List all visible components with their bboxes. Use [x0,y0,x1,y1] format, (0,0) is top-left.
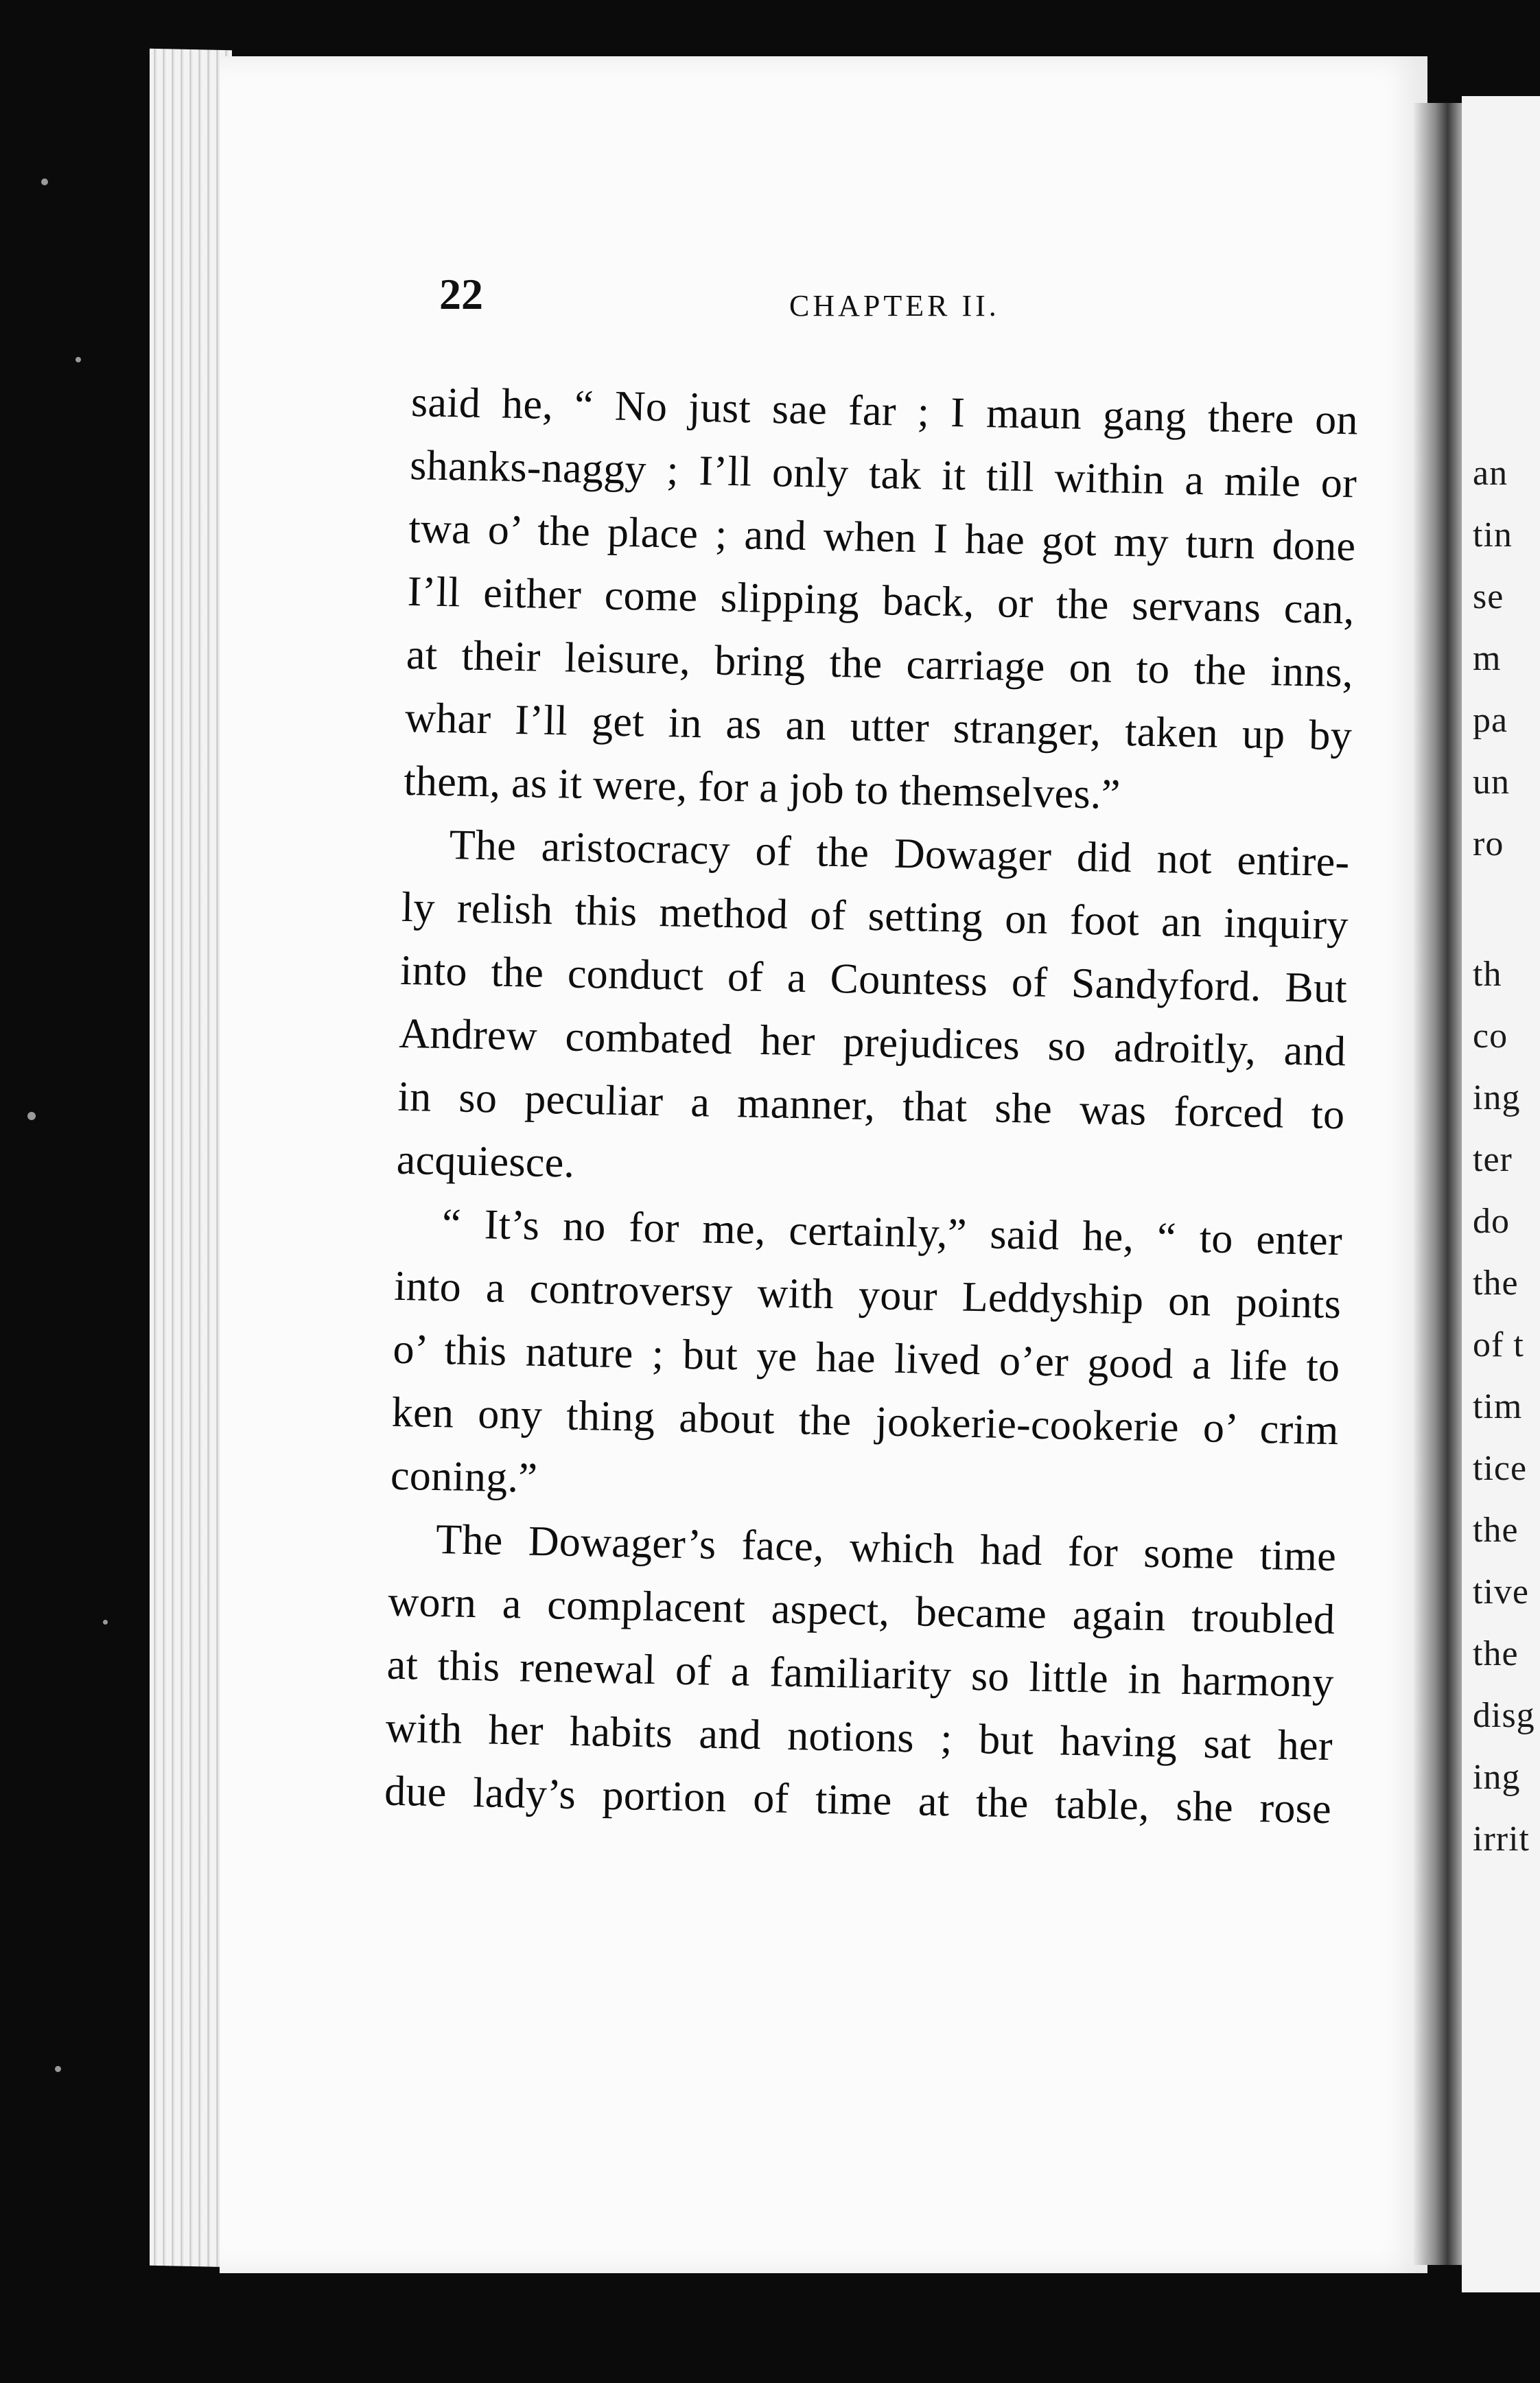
next-page-fragment: co [1473,1016,1508,1056]
next-page-fragment: se [1473,577,1504,616]
text-line: worn a complacent aspect, became again troubled [387,1578,1335,1644]
next-page-fragment: the [1473,1511,1519,1550]
text-line: The Dowager’s face, which had for some time [435,1515,1337,1581]
text-line: with her habits and notions ; but having sat her [385,1704,1333,1770]
text-line: Andrew combated her prejudices so adroitly, and [398,1010,1346,1076]
next-page-fragment: irrit [1473,1820,1530,1859]
next-page-fragment: disg [1473,1696,1535,1735]
next-page-fragment: an [1473,454,1508,493]
next-page-fragment: un [1473,763,1510,802]
text-line: into the conduct of a Countess of Sandyford. But [399,946,1348,1012]
next-page-fragment: the [1473,1634,1519,1673]
next-page-fragment: of t [1473,1325,1524,1364]
next-page-fragment: tim [1473,1387,1523,1426]
scan-speck [55,2066,61,2072]
next-page-fragment: tive [1473,1572,1529,1612]
text-line: them, as it were, for a job to themselves.” [403,757,1121,818]
text-line: I’ll either come slipping back, or the servans can, [407,568,1355,633]
next-page-fragment: ing [1473,1758,1521,1797]
next-page-fragment: ro [1473,824,1504,863]
text-line: in so peculiar a manner, that she was forced to [397,1073,1346,1139]
next-page-fragment: m [1473,639,1502,678]
text-line: at their leisure, bring the carriage on to the inns, [406,631,1354,697]
text-line: The aristocracy of the Dowager did not entire- [449,822,1351,886]
scan-speck [27,1112,36,1120]
scan-speck [41,178,48,185]
next-page-edge [1462,96,1540,2292]
text-line: said he, “ No just sae far ; I maun gang there on [410,378,1359,444]
next-page-fragment: tin [1473,515,1513,555]
text-line: at this renewal of a familiarity so little in harmony [386,1641,1335,1707]
page-text [384,371,1358,1841]
running-head: CHAPTER II. [789,289,1000,323]
next-page-fragment: do [1473,1202,1510,1241]
text-line: ly relish this method of setting on foot an inquiry [401,883,1349,949]
next-page-fragment: pa [1473,701,1508,740]
text-line: into a controversy with your Leddyship on points [393,1262,1342,1328]
scan-speck [103,1620,108,1625]
text-line: “ It’s no for me, certainly,” said he, “ to enter [441,1200,1343,1265]
text-line: acquiesce. [396,1136,575,1187]
text-line: due lady’s portion of time at the table, she rose [384,1767,1332,1833]
text-line: whar I’ll get in as an utter stranger, taken up by [404,694,1353,760]
text-line: shanks-naggy ; I’ll only tak it till within a mile or [409,441,1357,507]
next-page-fragment: ing [1473,1078,1521,1117]
text-line: ken ony thing about the jookerie-cookerie o’ crim [391,1388,1340,1454]
text-line: o’ this nature ; but ye hae lived o’er good a life to [392,1325,1341,1391]
text-line: twa o’ the place ; and when I hae got my turn done [408,504,1356,570]
next-page-fragment: ter [1473,1140,1513,1179]
scan-speck [75,357,81,362]
next-page-fragment: tice [1473,1449,1528,1488]
next-page-fragment: the [1473,1264,1519,1303]
next-page-fragment: th [1473,955,1502,994]
text-line: coning.” [390,1452,538,1502]
page-number: 22 [439,270,483,318]
